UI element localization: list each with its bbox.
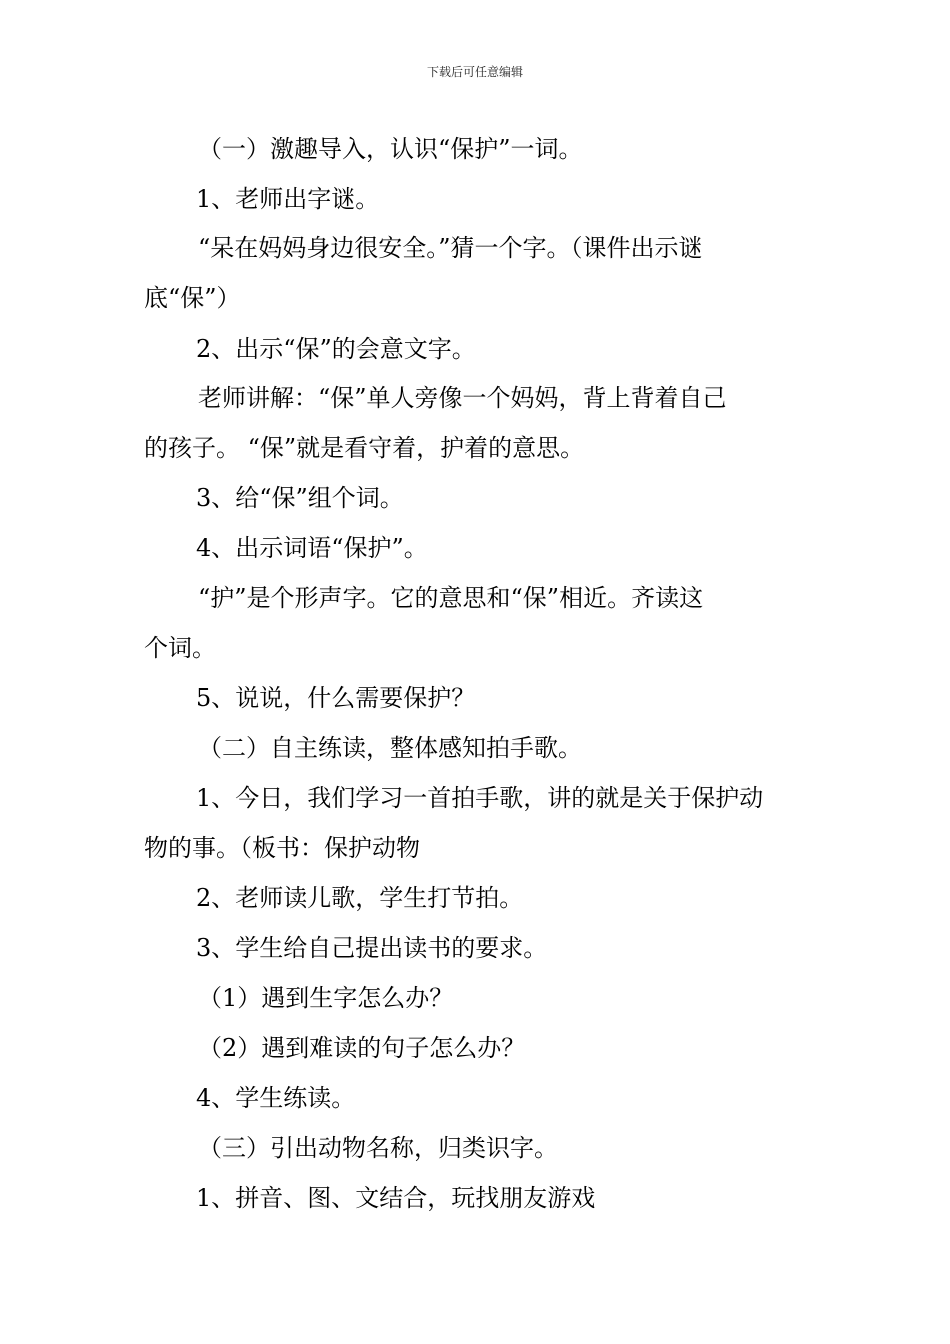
paragraph-line: 的孩子。 “保”就是看守着，护着的意思。 — [144, 434, 585, 462]
page-header: 下载后可任意编辑 — [426, 65, 523, 79]
paragraph-line: 3、学生给自己提出读书的要求。 — [196, 934, 548, 962]
paragraph-line: 4、出示词语“保护”。 — [196, 534, 428, 562]
paragraph-line: 1、老师出字谜。 — [196, 185, 380, 213]
paragraph-line: （2）遇到难读的句子怎么办？ — [198, 1034, 526, 1062]
paragraph-line: 3、给“保”组个词。 — [196, 484, 404, 512]
section-heading-1: （一）激趣导入，认识“保护”一词。 — [198, 135, 583, 163]
paragraph-line: 4、学生练读。 — [196, 1084, 356, 1112]
paragraph-line: “呆在妈妈身边很安全。”猜一个字。（课件出示谜 — [198, 234, 703, 262]
paragraph-line: 2、出示“保”的会意文字。 — [196, 335, 476, 363]
paragraph-line: 底“保”） — [144, 284, 241, 312]
section-heading-3: （三）引出动物名称，归类识字。 — [198, 1134, 558, 1162]
paragraph-line: 个词。 — [144, 634, 216, 662]
paragraph-line: 5、说说，什么需要保护？ — [196, 684, 476, 712]
paragraph-line: 老师讲解：“保”单人旁像一个妈妈，背上背着自己 — [198, 384, 727, 412]
paragraph-line: （1）遇到生字怎么办？ — [198, 984, 454, 1012]
paragraph-line: 1、拼音、图、文结合，玩找朋友游戏 — [196, 1184, 596, 1212]
section-heading-2: （二）自主练读，整体感知拍手歌。 — [198, 734, 582, 762]
paragraph-line: “护”是个形声字。它的意思和“保”相近。齐读这 — [198, 584, 704, 612]
paragraph-line: 1、今日，我们学习一首拍手歌，讲的就是关于保护动 — [196, 784, 764, 812]
paragraph-line: 物的事。（板书：保护动物 — [144, 834, 420, 862]
paragraph-line: 2、老师读儿歌，学生打节拍。 — [196, 884, 524, 912]
